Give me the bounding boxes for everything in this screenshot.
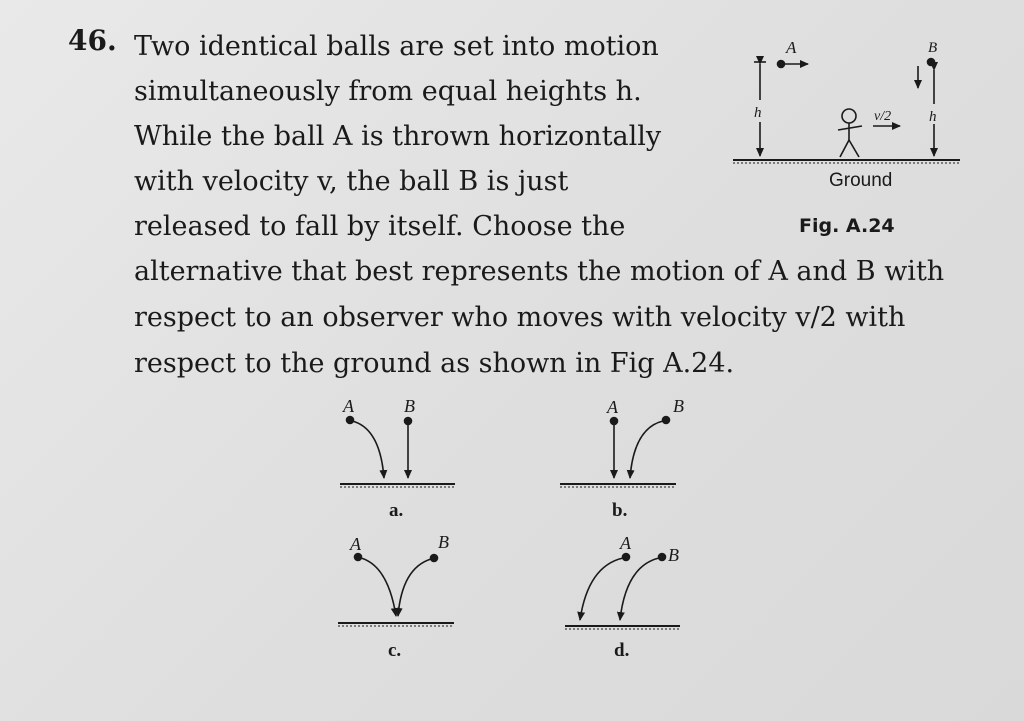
question-line: While the ball A is thrown horizontally <box>134 121 662 152</box>
question-line: simultaneously from equal heights h. <box>134 76 642 107</box>
question-line: alternative that best represents the motion of A and B with <box>134 256 945 287</box>
question-line: released to fall by itself. Choose the <box>134 211 626 242</box>
question-line: with velocity v, the ball B is just <box>134 166 569 197</box>
question-line: respect to an observer who moves with velocity v/2 with <box>134 302 906 333</box>
fig-label-v2: v/2 <box>874 109 892 124</box>
fig-label-h-left: h <box>754 105 762 121</box>
option-a-diagram <box>340 417 455 488</box>
option-d-ball-a-label: A <box>620 533 631 553</box>
option-a-ball-b-label: B <box>404 396 415 416</box>
option-b-diagram <box>560 417 676 488</box>
option-b-label: b. <box>612 500 628 521</box>
option-c-ball-a-label: A <box>350 534 361 554</box>
option-d-diagram <box>565 554 680 630</box>
ground-label: Ground <box>829 170 893 191</box>
figure-caption: Fig. A.24 <box>799 215 895 237</box>
fig-label-h-right: h <box>929 109 937 125</box>
option-a-label: a. <box>389 500 404 521</box>
fig-label-b: B <box>928 40 938 56</box>
option-b-ball-b-label: B <box>673 396 684 416</box>
option-c-label: c. <box>388 640 402 661</box>
option-d-ball-b-label: B <box>668 545 679 565</box>
option-a-ball-a-label: A <box>343 396 354 416</box>
option-d-label: d. <box>614 640 630 661</box>
question-line: Two identical balls are set into motion <box>134 31 659 62</box>
fig-a24 <box>733 59 960 164</box>
question-number: 46. <box>68 24 117 57</box>
option-b-ball-a-label: A <box>607 397 618 417</box>
question-line: respect to the ground as shown in Fig A.24. <box>134 348 735 379</box>
option-c-diagram <box>338 554 454 627</box>
fig-label-a: A <box>786 38 797 57</box>
option-c-ball-b-label: B <box>438 532 449 552</box>
